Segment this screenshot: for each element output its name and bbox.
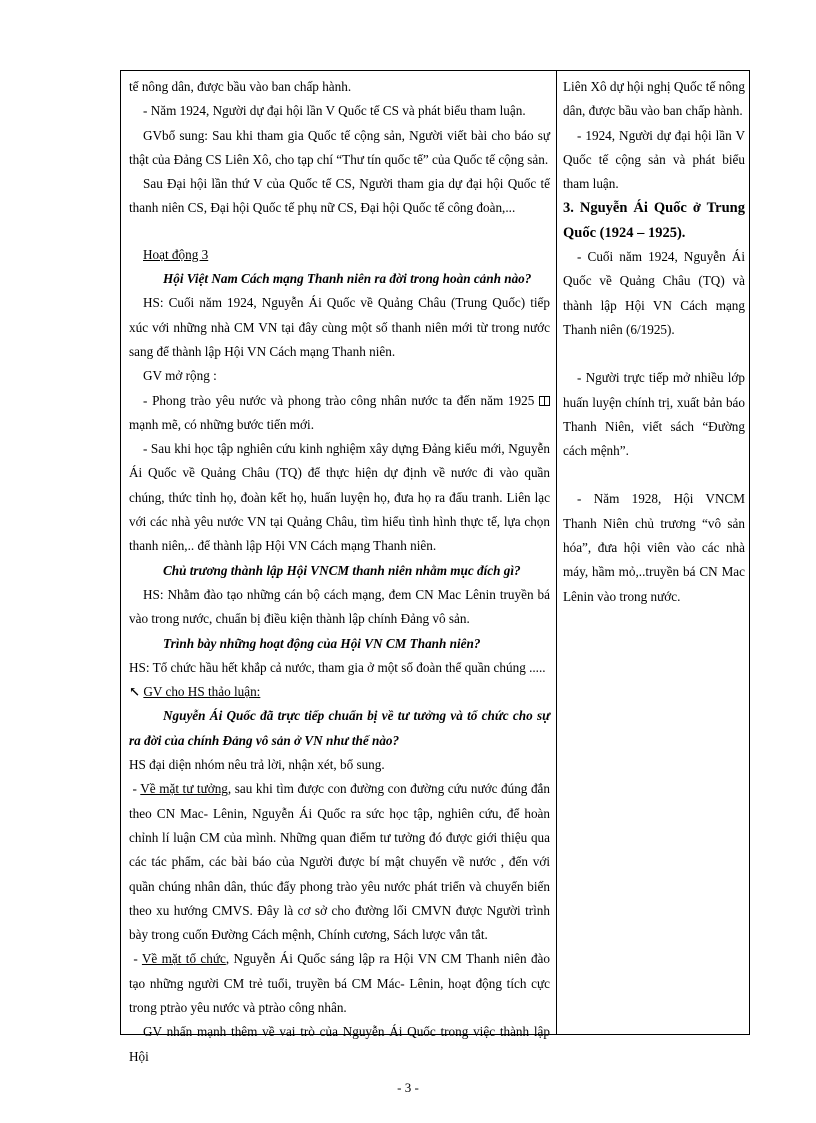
paragraph: - 1924, Người dự đại hội lần V Quốc tế cộng sản và phát biểu tham luận. [563, 127, 745, 192]
paragraph: - Cuối năm 1924, Nguyễn Ái Quốc về Quảng Châu (TQ) và thành lập Hội VN Cách mạng Thanh niên (6/1925). [563, 249, 745, 337]
paragraph: - Về mặt tư tưởng, sau khi tìm được con đường con đường cứu nước đúng đắn theo CN Mac- Lênin, Nguyễn Ái Quốc ra sức học tập, nghiên cứu, để hoàn chỉnh lí luận CM của mình. Những quan điểm tư tưởng đó được giới thiệu qua các tác phẩm, các bài báo của Người được bí mật chuyển về nước , đến với quần chúng nhân dân, thúc đẩy phong trào yêu nước phát triển và chuyển biến theo xu hướng CMVS. Đây là cơ sở cho đường lối CMVN được Người trình bày trong cuốn Đường Cách mệnh, Chính cương, Sách lược vắn tắt. [129, 781, 550, 943]
page-number: - 3 - [397, 1080, 419, 1095]
activity-title: Hoạt động 3 [143, 246, 209, 262]
paragraph: Sau Đại hội lần thứ V của Quốc tế CS, Người tham gia dự đại hội Quốc tế thanh niên CS, Đại hội Quốc tế phụ nữ CS, Đại hội Quốc tế công đoàn,... [129, 176, 550, 216]
book-icon [539, 396, 550, 406]
question: Nguyễn Ái Quốc đã trực tiếp chuẩn bị về tư tưởng và tổ chức cho sự ra đời của chính Đảng vô sản ở VN như thế nào? [129, 708, 550, 748]
question: Hội Việt Nam Cách mạng Thanh niên ra đời trong hoàn cảnh nào? [163, 271, 532, 287]
spacer [129, 221, 550, 243]
paragraph: - Sau khi học tập nghiên cứu kinh nghiệm xây dựng Đảng kiểu mới, Nguyễn Ái Quốc về Quảng Châu (TQ) để thực hiện dự định về nước đi vào quần chúng, thức tỉnh họ, đoàn kết họ, huấn luyện họ, đưa họ ra đấu tranh. Liên lạc với các nhà yêu nước VN tại Quảng Châu, tìm hiểu tình hình thực tế, lựa chọn thanh niên,.. để thành lập Hội VN Cách mạng Thanh niên. [129, 441, 550, 554]
expand-text-end: mạnh mẽ, có những bước tiến mới. [129, 416, 314, 432]
paragraph: GVbổ sung: Sau khi tham gia Quốc tế cộng sản, Người viết bài cho báo sự thật của Đảng CS Liên Xô, cho tạp chí “Thư tín quốc tế” của Quốc tế cộng sản. [129, 127, 550, 167]
spacer [563, 463, 745, 487]
answer: HS đại diện nhóm nêu trả lời, nhận xét, bổ sung. [129, 757, 385, 773]
paragraph: - Năm 1924, Người dự đại hội lần V Quốc tế CS và phát biểu tham luận. [143, 103, 526, 119]
paragraph [129, 389, 550, 438]
pointer-arrow-icon: ↖ [129, 684, 141, 700]
paragraph: tế nông dân, được bầu vào ban chấp hành. [129, 79, 352, 94]
paragraph: - Về mặt tổ chức, Nguyễn Ái Quốc sáng lập ra Hội VN CM Thanh niên đào tạo những người CM trẻ tuổi, truyền bá CM Mác- Lênin, hoạt động tích cực trong ptrào yêu nước và ptrào công nhân. [129, 951, 551, 1015]
answer: HS: Tổ chức hầu hết khắp cả nước, tham gia ở một số đoàn thể quần chúng ..... [129, 659, 546, 675]
discussion-text: GV cho HS thảo luận: [143, 684, 261, 700]
lesson-content-column [557, 71, 749, 1034]
question: Chủ trương thành lập Hội VNCM thanh niên nhằm mục đích gì? [163, 562, 521, 578]
teacher-expand-label: GV mở rộng : [143, 368, 217, 384]
question: Trình bày những hoạt động của Hội VN CM Thanh niên? [163, 635, 481, 651]
discussion-label [129, 680, 550, 704]
paragraph: - Người trực tiếp mở nhiều lớp huấn luyện chính trị, xuất bản báo Thanh Niên, viết sách “Đường cách mệnh”. [563, 370, 745, 459]
organization-text: , Nguyễn Ái Quốc sáng lập ra Hội VN CM Thanh niên đào tạo những người CM trẻ tuổi, truyền bá CM Mác- Lênin, hoạt động tích cực trong ptrào yêu nước và ptrào công nhân. [129, 951, 551, 1015]
answer: HS: Cuối năm 1924, Nguyễn Ái Quốc về Quảng Châu (Trung Quốc) tiếp xúc với những nhà CM VN tại đây cùng một số thanh niên mới từ trong nước sang để thành lập Hội VN Cách mạng Thanh niên. [129, 295, 550, 359]
ideology-label: Về mặt tư tưởng [140, 781, 228, 797]
answer: HS: Nhằm đào tạo những cán bộ cách mạng, đem CN Mac Lênin truyền bá vào trong nước, chuẩn bị điều kiện thành lập chính Đảng vô sản. [129, 586, 550, 627]
lesson-table [120, 70, 750, 1064]
paragraph: Liên Xô dự hội nghị Quốc tế nông dân, được bầu vào ban chấp hành. [563, 79, 745, 119]
organization-label: Về mặt tổ chức [141, 951, 226, 967]
section-heading: 3. Nguyễn Ái Quốc ở Trung Quốc (1924 – 1925). [563, 200, 745, 241]
paragraph: GV nhấn mạnh thêm về vai trò của Nguyễn Ái Quốc trong việc thành lập Hội [129, 1024, 550, 1064]
expand-text: - Phong trào yêu nước và phong trào công nhân nước ta đến năm 1925 [143, 392, 535, 408]
spacer [563, 342, 745, 366]
ideology-text: , sau khi tìm được con đường con đường cứu nước đúng đắn theo CN Mac- Lênin, Nguyễn Ái Quốc ra sức học tập, nghiên cứu, để hoàn chỉnh lí luận CM của mình. Những quan điểm tư tưởng đó được giới thiệu qua các tác phẩm, các bài báo của Người được bí mật chuyển về nước , đến với quần chúng nhân dân, thúc đẩy phong trào yêu nước phát triển và chuyển biến theo xu hướng CMVS. Đây là cơ sở cho đường lối CMVN được Người trình bày trong cuốn Đường Cách mệnh, Chính cương, Sách lược vắn tắt. [129, 781, 550, 943]
paragraph: - Năm 1928, Hội VNCM Thanh Niên chủ trương “vô sản hóa”, đưa hội viên vào các nhà máy, hầm mỏ,..truyền bá CN Mac Lênin vào trong nước. [563, 491, 745, 604]
teacher-student-activities-column [121, 71, 557, 1064]
